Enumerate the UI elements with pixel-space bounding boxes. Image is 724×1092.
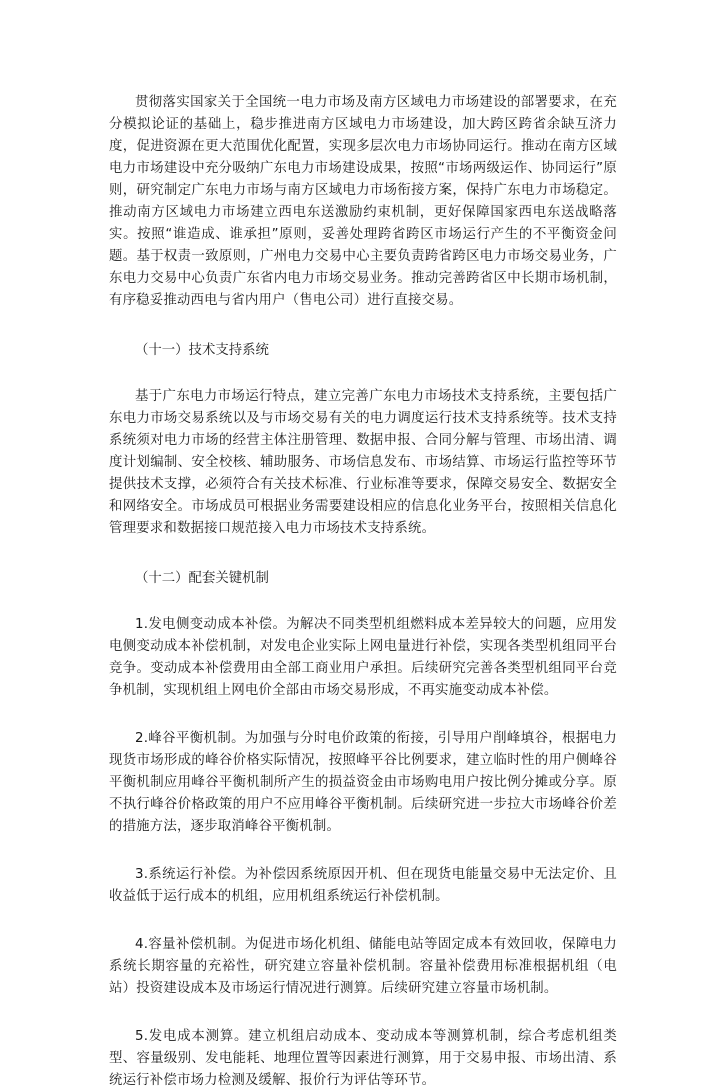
- document-page: [109, 92, 617, 1092]
- paragraph-variable-cost-compensation: 1.发电侧变动成本补偿。为解决不同类型机组燃料成本差异较大的问题，应用发电侧变动成本补偿机制，对发电企业实际上网电量进行补偿，实现各类型机组同平台竞争。变动成本补偿费用由全部工商业用户承担。后续研究完善各类型机组同平台竞争机制，实现机组上网电价全部由市场交易形成，不再实施变动成本补偿。: [109, 617, 617, 698]
- spacer: [109, 362, 617, 386]
- spacer: [109, 838, 617, 864]
- spacer: [109, 1000, 617, 1026]
- paragraph-peak-valley-balance: 2.峰谷平衡机制。为加强与分时电价政策的衔接，引导用户削峰填谷，根据电力现货市场形成的峰谷价格实际情况，按照峰平谷比例要求，建立临时性的用户侧峰谷平衡机制应用峰谷平衡机制所产生的损益资金由市场购电用户按比例分摊或分享。原不执行峰谷价格政策的用户不应用峰谷平衡机制。后续研究进一步拉大市场峰谷价差的措施方法，逐步取消峰谷平衡机制。: [109, 731, 617, 834]
- spacer: [109, 540, 617, 568]
- paragraph-regional-market: 贯彻落实国家关于全国统一电力市场及南方区域电力市场建设的部署要求，在充分模拟论证的基础上，稳步推进南方区域电力市场建设，加大跨区跨省余缺互济力度，促进资源在更大范围优化配置，实现多层次电力市场协同运行。推动在南方区域电力市场建设中充分吸纳广东电力市场建设成果，按照“市场两级运作、协同运行”原则，研究制定广东电力市场与南方区域电力市场衔接方案，保持广东电力市场稳定。推动南方区域电力市场建立西电东送激励约束机制，更好保障国家西电东送战略落实。按照“谁造成、谁承担”原则，妥善处理跨省跨区市场运行产生的不平衡资金问题。基于权责一致原则，广州电力交易中心主要负责跨省跨区电力市场交易业务，广东电力交易中心负责广东省内电力市场交易业务。推动完善跨省区中长期市场机制，有序稳妥推动西电与省内用户（售电公司）进行直接交易。: [109, 95, 617, 308]
- spacer: [109, 908, 617, 934]
- paragraph-system-operation-compensation: 3.系统运行补偿。为补偿因系统原因开机、但在现货电能量交易中无法定价、且收益低于运行成本的机组，应用机组系统运行补偿机制。: [109, 867, 617, 904]
- paragraph-capacity-compensation: 4.容量补偿机制。为促进市场化机组、储能电站等固定成本有效回收，保障电力系统长期容量的充裕性，研究建立容量补偿机制。容量补偿费用标准根据机组（电站）投资建设成本及市场运行情况进行测算。后续研究建立容量市场机制。: [109, 937, 617, 996]
- section-heading-key-mechanisms: （十二）配套关键机制: [135, 571, 269, 586]
- paragraph-technical-support: 基于广东电力市场运行特点，建立完善广东电力市场技术支持系统，主要包括广东电力市场交易系统以及与市场交易有关的电力调度运行技术支持系统等。技术支持系统须对电力市场的经营主体注册管理、数据申报、合同分解与管理、市场出清、调度计划编制、安全校核、辅助服务、市场信息发布、市场结算、市场运行监控等环节提供技术支撑，必须符合有关技术标准、行业标准等要求，保障交易安全、数据安全和网络安全。市场成员可根据业务需要建设相应的信息化业务平台，按照相关信息化管理要求和数据接口规范接入电力市场技术支持系统。: [109, 389, 617, 536]
- spacer: [109, 312, 617, 340]
- spacer: [109, 702, 617, 728]
- paragraph-generation-cost-calculation: 5.发电成本测算。建立机组启动成本、变动成本等测算机制，综合考虑机组类型、容量级别、发电能耗、地理位置等因素进行测算，用于交易申报、市场出清、系统运行补偿市场力检测及缓解、报价行为评估等环节。: [109, 1029, 617, 1088]
- section-heading-technical-support: （十一）技术支持系统: [135, 343, 269, 358]
- spacer: [109, 590, 617, 614]
